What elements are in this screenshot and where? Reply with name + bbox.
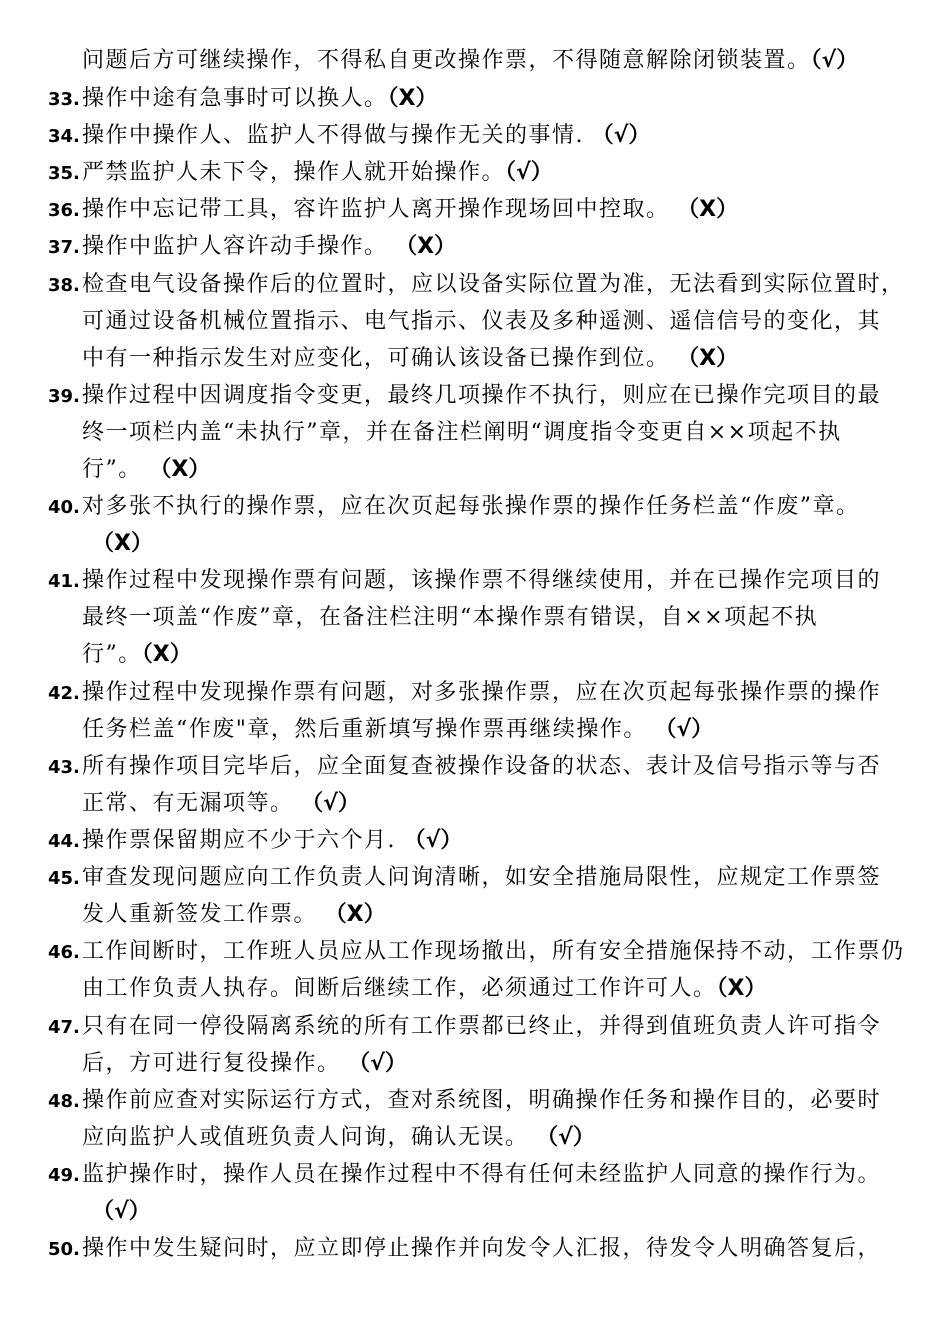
answer-mark: （X） [387, 86, 438, 111]
question-number: 42. [48, 683, 80, 704]
question-text: 正常、有无漏项等。 [82, 791, 294, 816]
question-35 [48, 156, 910, 190]
question-text: 发人重新签发工作票。 [82, 902, 318, 927]
answer-mark: （√） [340, 1051, 407, 1076]
question-39-line-2 [82, 416, 910, 450]
answer-mark: （X） [669, 346, 739, 371]
question-text: 后，方可进行复役操作。 [82, 1051, 341, 1076]
question-text: 审查发现问题应向工作负责人问询清晰，如安全措施局限性，应规定工作票签 [82, 865, 882, 890]
answer-mark: （√） [528, 1125, 595, 1150]
question-number: 36. [48, 200, 80, 221]
question-42 [48, 676, 910, 710]
question-number: 33. [48, 89, 80, 110]
question-number: 50. [48, 1239, 80, 1260]
question-47 [48, 1010, 910, 1044]
question-text: 严禁监护人未下令，操作人就开始操作。 [82, 160, 506, 185]
question-48 [48, 1084, 910, 1118]
question-number: 37. [48, 237, 80, 258]
question-number: 43. [48, 757, 80, 778]
question-46-line-2 [82, 972, 910, 1006]
question-text: 任务栏盖“作废"章，然后重新填写操作票再继续操作。 [82, 717, 647, 742]
question-text: 由工作负责人执存。间断后继续工作，必须通过工作许可人。 [82, 976, 717, 1001]
question-34 [48, 119, 910, 153]
answer-mark: （√） [646, 717, 714, 742]
question-number: 44. [48, 831, 80, 852]
question-text: 应向监护人或值班负责人问询，确认无误。 [82, 1125, 529, 1150]
answer-mark: （√） [396, 828, 463, 853]
question-number: 38. [48, 275, 80, 296]
question-text: 终一项栏内盖“未执行”章，并在备注栏阐明“调度指令变更自××项起不执 [82, 420, 842, 445]
question-text: 可通过设备机械位置指示、电气指示、仪表及多种遥测、遥信信号的变化，其 [82, 309, 882, 334]
answer-mark: （X） [669, 197, 739, 222]
question-33 [48, 82, 910, 116]
question-47-line-2 [82, 1047, 910, 1081]
question-45-line-2 [82, 898, 910, 932]
question-36 [48, 193, 910, 227]
question-text: 行”。 [82, 642, 142, 667]
question-text: 中有一种指示发生对应变化，可确认该设备已操作到位。 [82, 346, 670, 371]
question-50 [48, 1232, 910, 1266]
question-45 [48, 861, 910, 895]
question-number: 46. [48, 942, 80, 963]
question-text: 操作中发生疑问时，应立即停止操作并向发令人汇报，待发令人明确答复后， [82, 1236, 882, 1261]
question-39 [48, 379, 910, 413]
question-41 [48, 564, 910, 598]
question-41-line-3 [82, 638, 910, 672]
question-number: 40. [48, 497, 80, 518]
question-37 [48, 230, 910, 264]
question-49 [48, 1158, 910, 1192]
question-49-answer-line [92, 1195, 910, 1229]
question-40 [48, 490, 910, 524]
answer-mark: （√） [505, 160, 553, 185]
question-text: 最终一项盖“作废”章，在备注栏注明“本操作票有错误，自××项起不执 [82, 605, 819, 630]
question-text: 操作中忘记带工具，容许监护人离开操作现场回中控取。 [82, 197, 670, 222]
lead-answer: （√） [810, 48, 859, 73]
question-text: 只有在同一停役隔离系统的所有工作票都已终止，并得到值班负责人许可指令 [82, 1014, 882, 1039]
lead-text: 问题后方可继续操作，不得私自更改操作票，不得随意解除闭锁装置。 [82, 48, 811, 73]
question-number: 47. [48, 1017, 80, 1038]
question-38-line-2 [82, 305, 910, 339]
answer-mark: （X） [317, 902, 386, 927]
question-38-line-3 [82, 342, 910, 376]
question-text: 操作过程中发现操作票有问题，对多张操作票，应在次页起每张操作票的操作 [82, 680, 882, 705]
answer-mark: （√） [293, 791, 360, 816]
question-text: 对多张不执行的操作票，应在次页起每张操作票的操作任务栏盖“作废”章。 [82, 494, 860, 519]
question-40-answer-line [92, 527, 910, 561]
question-44 [48, 824, 910, 858]
question-number: 41. [48, 571, 80, 592]
question-text: 操作中途有急事时可以换人。 [82, 86, 388, 111]
question-text: 操作过程中发现操作票有问题，该操作票不得继续使用，并在已操作完项目的 [82, 568, 882, 593]
answer-mark: （√） [92, 1199, 151, 1224]
question-43 [48, 750, 910, 784]
question-number: 35. [48, 163, 80, 184]
question-text: 操作票保留期应不少于六个月. [82, 828, 396, 853]
question-39-line-3 [82, 453, 910, 487]
question-number: 48. [48, 1091, 80, 1112]
question-text: 操作中操作人、监护人不得做与操作无关的事情. [82, 123, 584, 148]
question-46 [48, 935, 910, 969]
answer-mark: （√） [584, 123, 651, 148]
question-text: 检查电气设备操作后的位置时，应以设备实际位置为准，无法看到实际位置时， [82, 272, 905, 297]
answer-mark: （X） [141, 457, 211, 482]
question-43-line-2 [82, 787, 910, 821]
question-text: 操作中监护人容许动手操作。 [82, 234, 388, 259]
question-41-line-2 [82, 601, 910, 635]
question-text: 工作间断时，工作班人员应从工作现场撤出，所有安全措施保持不动，工作票仍 [82, 939, 905, 964]
answer-mark: （X） [387, 234, 457, 259]
question-42-line-2 [82, 713, 910, 747]
question-number: 39. [48, 386, 80, 407]
question-number: 34. [48, 126, 80, 147]
answer-mark: （X） [92, 531, 153, 556]
question-38 [48, 268, 910, 302]
answer-mark: （X） [716, 976, 767, 1001]
question-text: 所有操作项目完毕后，应全面复查被操作设备的状态、表计及信号指示等与否 [82, 754, 882, 779]
question-number: 45. [48, 868, 80, 889]
question-text: 操作过程中因调度指令变更，最终几项操作不执行，则应在已操作完项目的最 [82, 383, 882, 408]
question-48-line-2 [82, 1121, 910, 1155]
lead-line [82, 44, 910, 78]
question-text: 行”。 [82, 457, 142, 482]
answer-mark: （X） [141, 642, 192, 667]
question-number: 49. [48, 1165, 80, 1186]
question-text: 监护操作时，操作人员在操作过程中不得有任何未经监护人同意的操作行为。 [82, 1162, 882, 1187]
question-text: 操作前应查对实际运行方式，查对系统图，明确操作任务和操作目的，必要时 [82, 1088, 882, 1113]
